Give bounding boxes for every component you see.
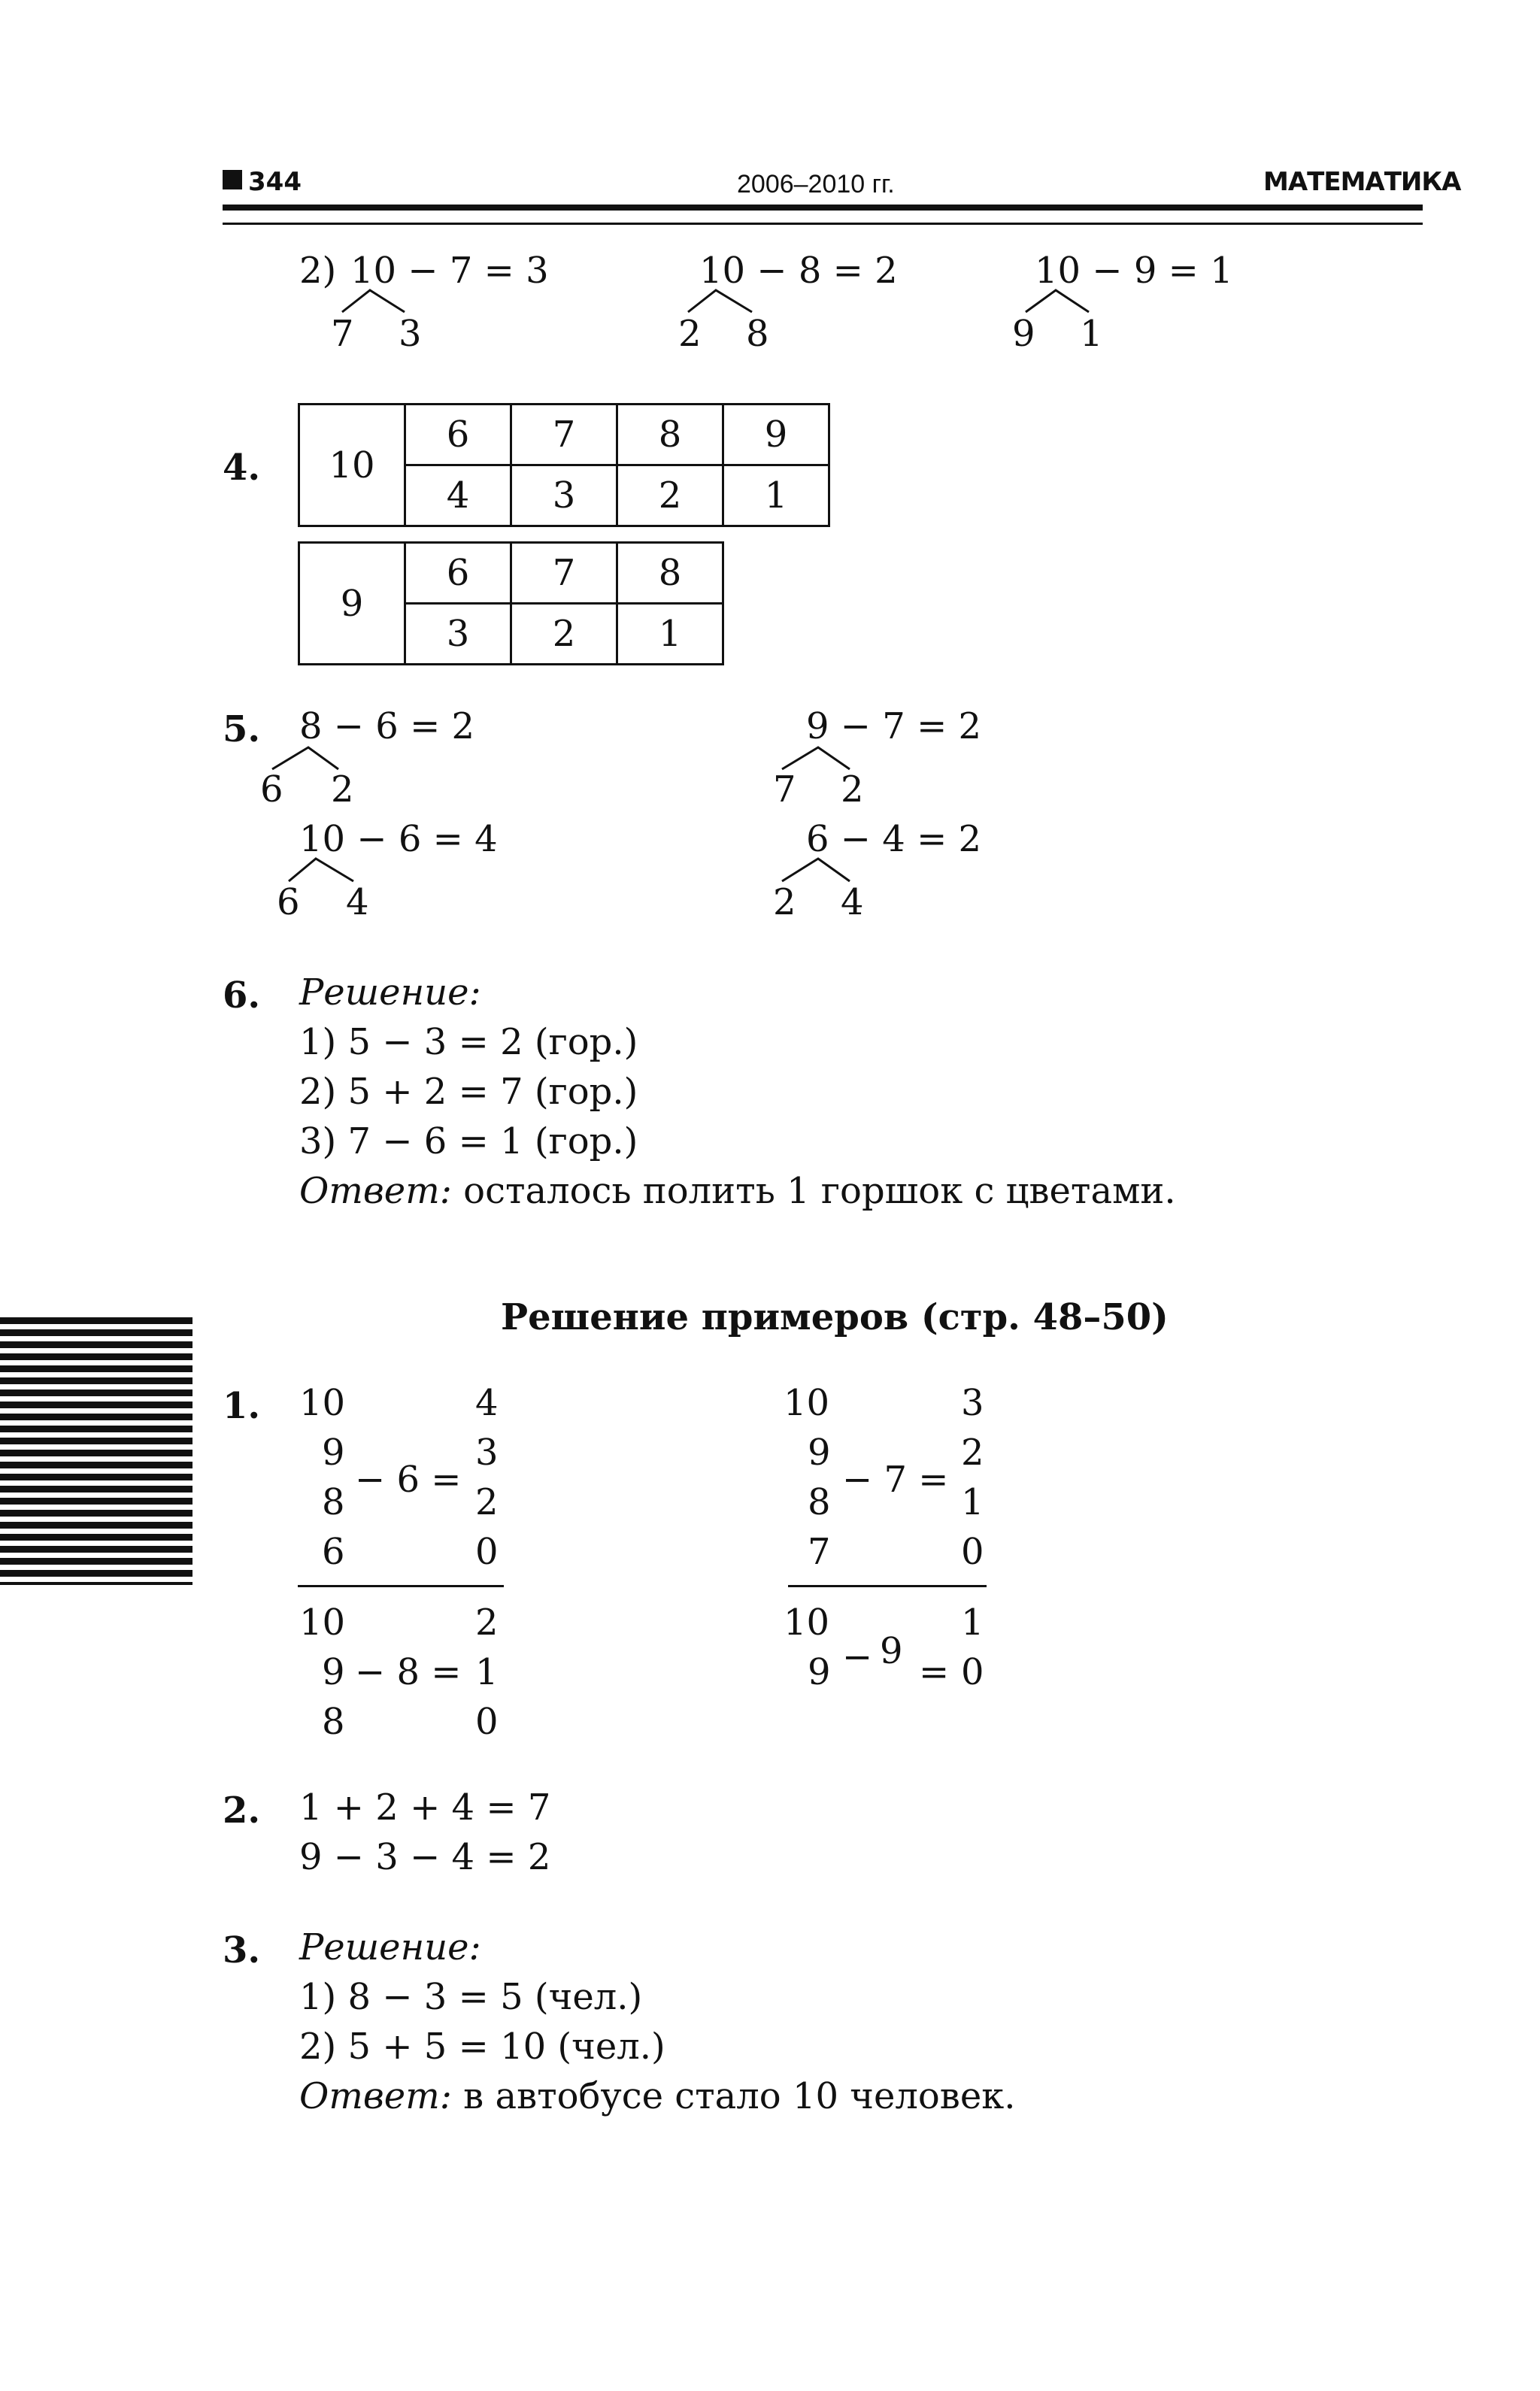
- task6-step: 3) 7 − 6 = 1 (гор.): [299, 1120, 638, 1162]
- task5-a-left: 6: [260, 768, 283, 811]
- table2-top-cell: 6: [405, 543, 511, 604]
- table2-bottom-cell: 2: [511, 604, 617, 665]
- ex1-d-left: 9: [808, 1651, 831, 1693]
- task5-label: 5.: [223, 708, 261, 750]
- task6-step: 1) 5 − 3 = 2 (гор.): [299, 1021, 638, 1063]
- ex3-solution-label: Решение:: [299, 1926, 481, 1968]
- ex1-c-op: − 8 =: [355, 1651, 462, 1693]
- table2-top-cell: 7: [511, 543, 617, 604]
- ex1-a-left: 10: [299, 1382, 346, 1424]
- task4-table-9: [298, 541, 724, 665]
- ex1-c-right: 2: [475, 1602, 499, 1644]
- ex1-b-right: 1: [961, 1481, 984, 1523]
- table1-top-cell: 6: [405, 405, 511, 465]
- ex1-a-right: 4: [475, 1382, 499, 1424]
- task5-eq-d: 6 − 4 = 2: [806, 818, 982, 860]
- task5-a-right: 2: [331, 768, 354, 811]
- ex2-line: 9 − 3 − 4 = 2: [299, 1836, 551, 1878]
- ex1-a-right: 3: [475, 1432, 499, 1474]
- task2-eq1: 10 − 7 = 3: [350, 250, 549, 292]
- ex1-c-left: 8: [322, 1701, 345, 1743]
- page-number: 344: [248, 167, 302, 197]
- table1-bottom-cell: 3: [511, 465, 617, 526]
- section-title: Решение примеров (стр. 48–50): [501, 1296, 1169, 1338]
- ex1-c-right: 0: [475, 1701, 499, 1743]
- table1-top-cell: 8: [617, 405, 723, 465]
- ex1-d-eq: =: [919, 1651, 950, 1693]
- ex3-answer: [299, 2075, 1016, 2117]
- table2-bottom-cell: 3: [405, 604, 511, 665]
- task2-eq3: 10 − 9 = 1: [1035, 250, 1233, 292]
- ex1-a-right: 2: [475, 1481, 499, 1523]
- task5-eq-a: 8 − 6 = 2: [299, 705, 475, 747]
- header-years: 2006–2010 гг.: [737, 170, 895, 198]
- table1-top-cell: 7: [511, 405, 617, 465]
- ex1-label: 1.: [223, 1385, 261, 1427]
- chapter-stripe-marker: [0, 1317, 192, 1585]
- ex1-b-right: 0: [961, 1531, 984, 1573]
- ex1-a-left: 9: [322, 1432, 345, 1474]
- ex3-step: 1) 8 − 3 = 5 (чел.): [299, 1976, 643, 2018]
- ex1-a-left: 6: [322, 1531, 345, 1573]
- task5-d-left: 2: [773, 881, 796, 923]
- ex3-label: 3.: [223, 1929, 261, 1971]
- task6-step: 2) 5 + 2 = 7 (гор.): [299, 1071, 638, 1113]
- ex1-c-left: 9: [322, 1651, 345, 1693]
- task2-eq2-left: 2: [678, 313, 702, 355]
- table2-bottom-cell: 1: [617, 604, 723, 665]
- header-subject: МАТЕМАТИКА: [1263, 167, 1461, 197]
- ex1-a-left: 8: [322, 1481, 345, 1523]
- task4-label: 4.: [223, 447, 261, 489]
- task6-answer: [299, 1170, 1176, 1212]
- ex1-d-right: 1: [961, 1602, 984, 1644]
- ex1-divider: [788, 1585, 987, 1587]
- ex1-b-left: 8: [808, 1481, 831, 1523]
- table1-top-cell: 9: [723, 405, 829, 465]
- table2-top-cell: 8: [617, 543, 723, 604]
- ex1-divider: [298, 1585, 504, 1587]
- ex2-line: 1 + 2 + 4 = 7: [299, 1786, 551, 1829]
- task6-label: 6.: [223, 974, 261, 1017]
- task2-eq2: 10 − 8 = 2: [699, 250, 898, 292]
- ex1-b-right: 3: [961, 1382, 984, 1424]
- table1-head-cell: 10: [299, 405, 405, 526]
- ex2-label: 2.: [223, 1789, 261, 1832]
- task6-answer-label: Ответ:: [299, 1170, 452, 1212]
- task6-answer-text: осталось полить 1 горшок с цветами.: [463, 1170, 1176, 1212]
- task5-c-right: 4: [346, 881, 369, 923]
- task5-b-left: 7: [773, 768, 796, 811]
- table1-bottom-cell: 4: [405, 465, 511, 526]
- task2-eq3-left: 9: [1012, 313, 1035, 355]
- ex1-b-left: 9: [808, 1432, 831, 1474]
- ex1-d-left: 10: [784, 1602, 830, 1644]
- task5-eq-c: 10 − 6 = 4: [299, 818, 498, 860]
- task5-b-right: 2: [841, 768, 864, 811]
- ex1-d-num: 9: [880, 1630, 903, 1672]
- task2-eq1-left: 7: [331, 313, 354, 355]
- table1-bottom-cell: 2: [617, 465, 723, 526]
- ex1-b-left: 10: [784, 1382, 830, 1424]
- task4-table-10: [298, 403, 830, 527]
- task2-eq3-right: 1: [1080, 313, 1103, 355]
- task6-solution-label: Решение:: [299, 971, 481, 1014]
- task5-eq-b: 9 − 7 = 2: [806, 705, 982, 747]
- table2-head-cell: 9: [299, 543, 405, 665]
- table1-bottom-cell: 1: [723, 465, 829, 526]
- task5-d-right: 4: [841, 881, 864, 923]
- ex3-answer-label: Ответ:: [299, 2075, 452, 2117]
- ex1-b-left: 7: [808, 1531, 831, 1573]
- ex1-b-op: − 7 =: [842, 1459, 949, 1501]
- ex3-answer-text: в автобусе стало 10 человек.: [463, 2075, 1016, 2117]
- task2-eq2-right: 8: [746, 313, 769, 355]
- task5-c-left: 6: [277, 881, 300, 923]
- ex1-c-right: 1: [475, 1651, 499, 1693]
- ex1-d-right: 0: [961, 1651, 984, 1693]
- ex1-a-right: 0: [475, 1531, 499, 1573]
- ex1-d-minus: −: [842, 1636, 873, 1678]
- ex3-step: 2) 5 + 5 = 10 (чел.): [299, 2026, 665, 2068]
- task2-prefix: 2): [299, 250, 337, 292]
- ex1-c-left: 10: [299, 1602, 346, 1644]
- ex1-b-right: 2: [961, 1432, 984, 1474]
- task2-eq1-right: 3: [399, 313, 422, 355]
- ex1-a-op: − 6 =: [355, 1459, 462, 1501]
